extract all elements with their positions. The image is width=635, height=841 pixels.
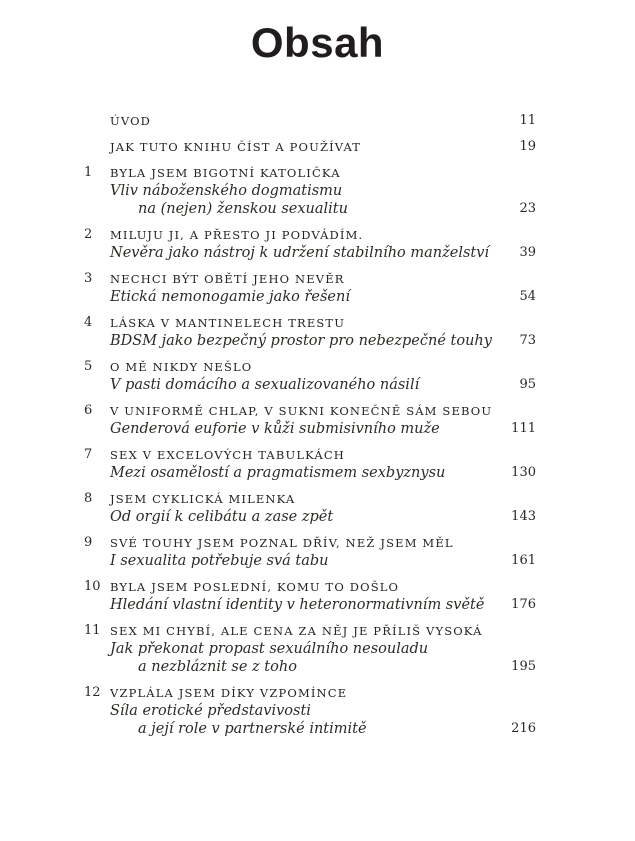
page-number: 23	[519, 201, 536, 216]
chapter-number: 1	[84, 165, 93, 180]
chapter-number: 5	[84, 359, 93, 374]
page-number: 216	[511, 721, 536, 736]
page-number: 111	[511, 421, 536, 436]
entry-content	[110, 270, 478, 306]
chapter-number: 9	[84, 535, 93, 550]
chapter-subtitle: na (nejen) ženskou sexualitu	[138, 201, 348, 217]
toc-entry	[84, 684, 536, 738]
chapter-subtitle: Nevěra jako nástroj k udržení stabilního manželství	[110, 245, 490, 261]
page-number: 54	[519, 289, 536, 304]
chapter-title: NECHCI BÝT OBĚTÍ JEHO NEVĚR	[110, 272, 345, 286]
toc-entry	[84, 314, 536, 350]
entry-content	[110, 314, 492, 350]
entry-content	[110, 112, 478, 130]
chapter-number: 12	[84, 685, 101, 700]
chapter-number: 10	[84, 579, 101, 594]
toc-entry	[84, 446, 536, 482]
chapter-subtitle: a nezbláznit se z toho	[138, 659, 297, 675]
toc-entry	[84, 164, 536, 218]
entry-content	[110, 490, 478, 526]
entry-content	[110, 402, 493, 438]
toc-entry	[84, 402, 536, 438]
chapter-subtitle: Etická nemonogamie jako řešení	[110, 289, 350, 305]
chapter-number: 6	[84, 403, 93, 418]
entry-content	[110, 164, 478, 218]
chapter-title: SEX MI CHYBÍ, ALE CENA ZA NĚJ JE PŘÍLIŠ VYSOKÁ	[110, 624, 483, 638]
chapter-number: 7	[84, 447, 93, 462]
chapter-title: JSEM CYKLICKÁ MILENKA	[110, 492, 296, 506]
chapter-subtitle: BDSM jako bezpečný prostor pro nebezpečné touhy	[110, 333, 492, 349]
toc-entry	[84, 490, 536, 526]
page-number: 176	[511, 597, 536, 612]
chapter-subtitle: Síla erotické představivosti	[110, 703, 311, 719]
page-number: 39	[519, 245, 536, 260]
chapter-title: O MĚ NIKDY NEŠLO	[110, 360, 253, 374]
page-number: 143	[511, 509, 536, 524]
chapter-number: 3	[84, 271, 93, 286]
toc-entry	[84, 226, 536, 262]
toc-entry	[84, 358, 536, 394]
entry-content	[110, 622, 483, 676]
chapter-title: JAK TUTO KNIHU ČÍST A POUŽÍVAT	[110, 140, 362, 154]
chapter-subtitle: I sexualita potřebuje svá tabu	[110, 553, 329, 569]
chapter-subtitle: Genderová euforie v kůži submisivního muže	[110, 421, 440, 437]
entry-content	[110, 684, 478, 738]
chapter-title: SVÉ TOUHY JSEM POZNAL DŘÍV, NEŽ JSEM MĚL	[110, 536, 454, 550]
page-number: 73	[519, 333, 536, 348]
toc-entry	[84, 270, 536, 306]
chapter-number: 2	[84, 227, 93, 242]
chapter-title: ÚVOD	[110, 114, 152, 128]
toc-entry	[84, 622, 536, 676]
page-title: Obsah	[250, 19, 385, 66]
entry-content	[110, 534, 478, 570]
chapter-subtitle: Mezi osamělostí a pragmatismem sexbyznysu	[110, 465, 446, 481]
chapter-title: SEX V EXCELOVÝCH TABULKÁCH	[110, 448, 345, 462]
chapter-number: 11	[84, 623, 101, 638]
chapter-title: LÁSKA V MANTINELECH TRESTU	[110, 316, 346, 330]
entry-content	[110, 358, 478, 394]
entry-content	[110, 446, 478, 482]
toc-entry	[84, 578, 536, 614]
chapter-subtitle: Jak překonat propast sexuálního nesouladu	[110, 641, 429, 657]
entry-content	[110, 226, 490, 262]
toc-entry	[84, 112, 536, 130]
toc-list	[84, 112, 536, 746]
page-number: 11	[519, 113, 536, 128]
chapter-subtitle: Vliv náboženského dogmatismu	[110, 183, 343, 199]
page-number: 19	[519, 139, 536, 154]
chapter-number: 4	[84, 315, 93, 330]
chapter-title: V UNIFORMĚ CHLAP, V SUKNI KONEČNĚ SÁM SEBOU	[110, 404, 493, 418]
entry-content	[110, 138, 478, 156]
toc-entry	[84, 534, 536, 570]
page-number: 161	[511, 553, 536, 568]
page-number: 130	[511, 465, 536, 480]
chapter-title: BYLA JSEM BIGOTNÍ KATOLIČKA	[110, 166, 341, 180]
entry-content	[110, 578, 485, 614]
chapter-subtitle: a její role v partnerské intimitě	[138, 721, 367, 737]
page-number: 195	[511, 659, 536, 674]
toc-entry	[84, 138, 536, 156]
chapter-subtitle: Hledání vlastní identity v heteronormativním světě	[110, 597, 485, 613]
page-number: 95	[519, 377, 536, 392]
chapter-title: BYLA JSEM POSLEDNÍ, KOMU TO DOŠLO	[110, 580, 400, 594]
chapter-title: MILUJU JI, A PŘESTO JI PODVÁDÍM.	[110, 228, 364, 242]
chapter-subtitle: Od orgií k celibátu a zase zpět	[110, 509, 334, 525]
chapter-subtitle: V pasti domácího a sexualizovaného násilí	[110, 377, 420, 393]
chapter-title: VZPLÁLA JSEM DÍKY VZPOMÍNCE	[110, 686, 348, 700]
chapter-number: 8	[84, 491, 93, 506]
